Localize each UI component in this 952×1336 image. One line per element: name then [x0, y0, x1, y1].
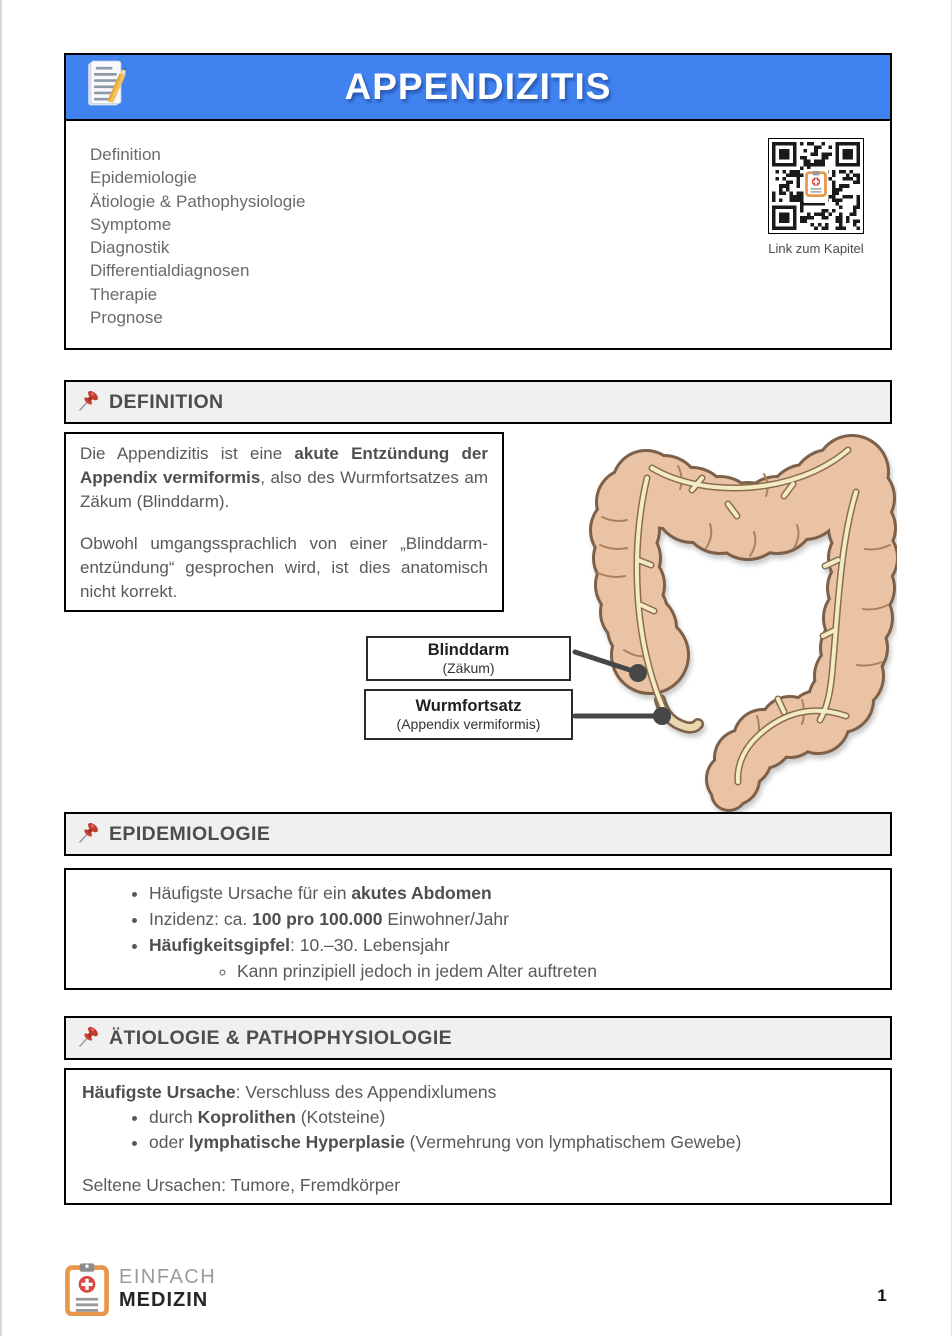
callout-dot-appendix [653, 707, 671, 725]
toc-item-diagnostik: Diagnostik [90, 238, 170, 258]
label-wurmfortsatz-title: Wurmfortsatz [415, 696, 522, 715]
epi-bullet-3: • Häufigkeitsgipfel: 10.–30. Lebensjahr ◦ Kann prinzipiell jedoch in jedem Alter auftreten [149, 932, 890, 984]
label-blinddarm-title: Blinddarm [427, 640, 510, 659]
brand-name-bottom: MEDIZIN [119, 1289, 209, 1311]
page-title: APPENDIZITIS [344, 66, 612, 107]
section-header-aetiologie [64, 1016, 892, 1060]
qr-code [768, 138, 864, 234]
toc-item-symptome: Symptome [90, 214, 172, 234]
qr-center-logo-clipboard-icon [804, 169, 828, 203]
pushpin-icon [77, 1025, 100, 1052]
section-header-definition [64, 380, 892, 424]
title-banner [66, 55, 890, 121]
section-title-definition: DEFINITION [109, 390, 224, 413]
aetiologie-box [64, 1068, 892, 1205]
definition-paragraph-1: Die Appendizitis ist eine akute Entzündung der Appendix vermiformis, also des Wurmfortsatzes am Zäkum (Blinddarm). [80, 444, 488, 511]
page-number: 1 [877, 1286, 887, 1305]
toc-item-therapie: Therapie [90, 284, 158, 304]
brand-logo [64, 1262, 216, 1316]
label-box-wurmfortsatz [364, 689, 573, 740]
qr-caption: Link zum Kapitel [768, 241, 864, 256]
toc-item-epidemiologie: Epidemiologie [90, 168, 197, 188]
colon-illustration [472, 420, 897, 812]
pushpin-icon [77, 389, 100, 416]
toc-item-prognose: Prognose [90, 308, 163, 328]
toc-item-aetiologie: Ätiologie & Pathophysiologie [90, 191, 306, 211]
toc-item-differentialdiagnosen: Differentialdiagnosen [90, 261, 250, 281]
label-blinddarm-sub: (Zäkum) [442, 659, 495, 676]
aetiologie-line-2: Seltene Ursachen: Tumore, Fremdkörper [82, 1175, 401, 1195]
label-wurmfortsatz-sub: (Appendix vermiformis) [396, 715, 541, 732]
aetiologie-line-1: Häufigste Ursache: Verschluss des Appendixlumens [82, 1082, 497, 1102]
definition-text-box [64, 432, 504, 612]
brand-name-top: EINFACH [119, 1266, 217, 1288]
epi-bullet-2: • Inzidenz: ca. 100 pro 100.000 Einwohner/Jahr [149, 906, 890, 932]
callout-dot-caecum [629, 664, 647, 682]
epi-sub-bullet: ◦ Kann prinzipiell jedoch in jedem Alter auftreten [237, 958, 890, 984]
definition-paragraph-2: Obwohl umgangssprachlich von einer „Blinddarm-entzündung“ gesprochen wird, ist dies anatomisch nicht korrekt. [80, 534, 488, 601]
table-of-contents [90, 143, 305, 329]
section-title-aetiologie: ÄTIOLOGIE & PATHOPHYSIOLOGIE [109, 1026, 453, 1049]
toc-item-definition: Definition [90, 145, 161, 164]
section-title-epidemiologie: EPIDEMIOLOGIE [109, 822, 271, 845]
section-header-epidemiologie [64, 812, 892, 856]
clipboard-icon [64, 1262, 110, 1316]
aet-bullet-1: • durch Koprolithen (Kotsteine) [149, 1105, 890, 1130]
qr-block [764, 138, 868, 256]
header-box [64, 53, 892, 350]
aet-bullet-2: • oder lymphatische Hyperplasie (Vermehrung von lymphatischem Gewebe) [149, 1130, 890, 1155]
epidemiologie-box [64, 868, 892, 990]
label-box-blinddarm [366, 636, 571, 681]
epi-bullet-1: • Häufigste Ursache für ein akutes Abdomen [149, 880, 890, 906]
pushpin-icon [77, 821, 100, 848]
